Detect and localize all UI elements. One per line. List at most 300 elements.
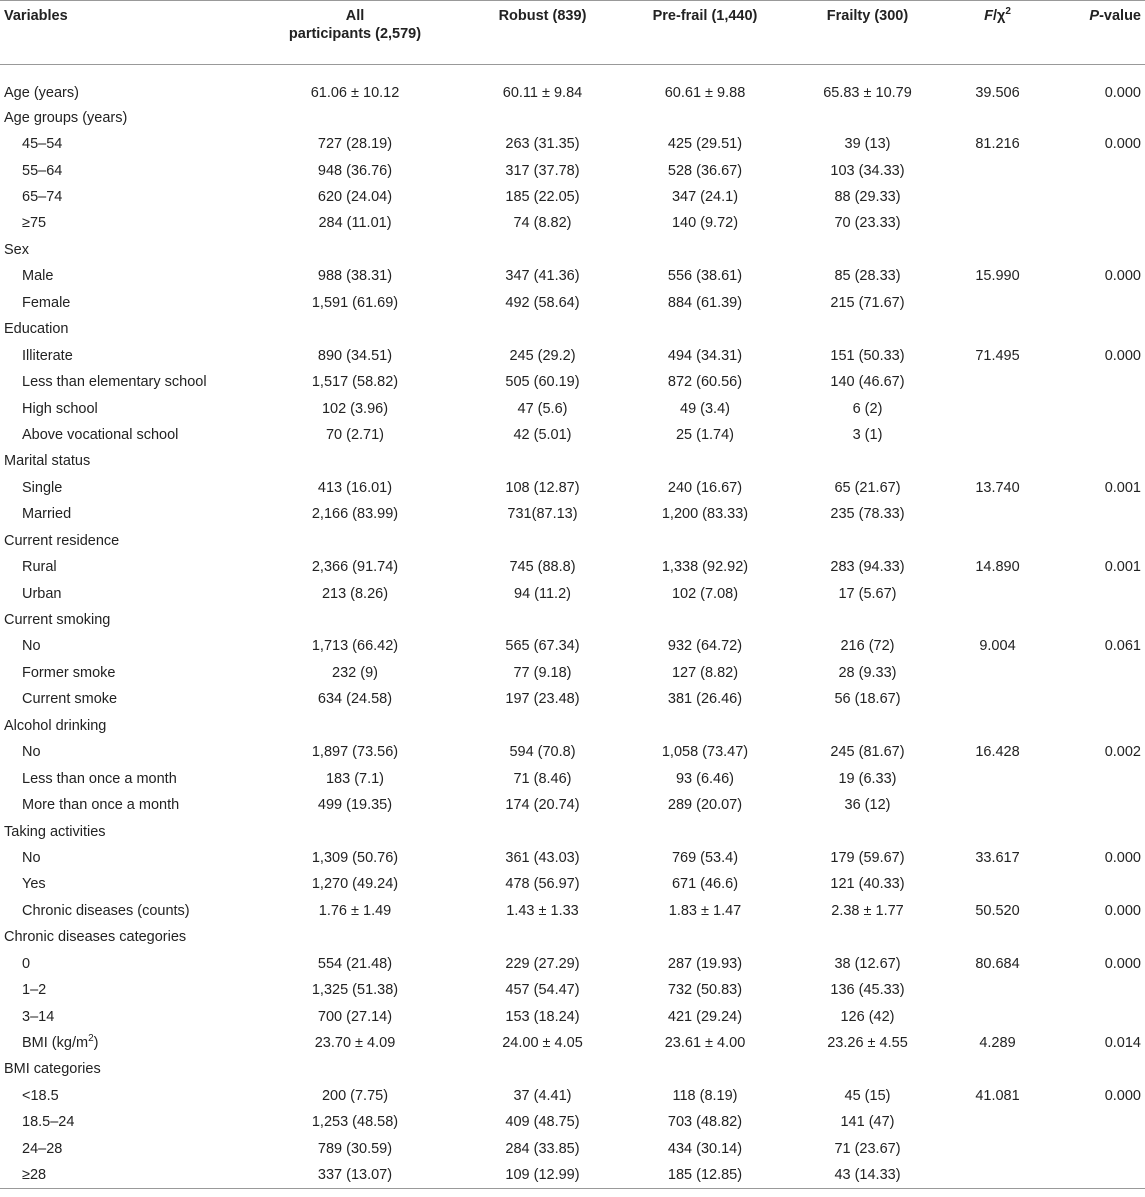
table-row [0, 898, 1145, 924]
cell-p-value: 0.000 [1104, 268, 1141, 285]
row-label [0, 501, 250, 527]
cell-all-participants: 61.06 ± 10.12 [310, 84, 400, 101]
cell-robust: 42 (5.01) [513, 426, 572, 443]
table-row [0, 395, 1145, 421]
row-label-text: Rural [22, 559, 57, 576]
cell-prefrail: 347 (24.1) [671, 189, 739, 206]
row-label-text: Urban [22, 585, 62, 602]
table-row [0, 105, 1145, 131]
row-label [0, 184, 250, 210]
row-label [0, 528, 250, 554]
cell-statistic [950, 448, 1045, 474]
row-label-text: Age (years) [4, 84, 79, 101]
cell-frailty: 140 (46.67) [830, 374, 905, 391]
cell-robust: 457 (54.47) [505, 982, 580, 999]
table-row [0, 342, 1145, 368]
cell-robust [460, 105, 625, 131]
cell-all-participants: 554 (21.48) [317, 955, 393, 972]
cell-prefrail: 140 (9.72) [671, 215, 739, 232]
header-robust: Robust (839) [460, 1, 625, 65]
cell-robust: 284 (33.85) [505, 1140, 580, 1157]
cell-prefrail [625, 448, 785, 474]
cell-statistic [950, 660, 1045, 686]
cell-statistic: 16.428 [975, 744, 1020, 761]
table-row [0, 713, 1145, 739]
cell-all-participants [250, 316, 460, 342]
cell-p-value [1045, 818, 1145, 844]
cell-p-value: 0.000 [1104, 347, 1141, 364]
cell-robust: 361 (43.03) [505, 849, 580, 866]
cell-p-value: 0.001 [1104, 479, 1141, 496]
table-row [0, 290, 1145, 316]
table-row [0, 1109, 1145, 1135]
row-label [0, 157, 250, 183]
cell-statistic [950, 157, 1045, 183]
table-row [0, 1056, 1145, 1082]
cell-prefrail [625, 105, 785, 131]
cell-frailty: 19 (6.33) [838, 770, 897, 787]
row-label [0, 65, 250, 105]
cell-statistic [950, 1003, 1045, 1029]
cell-all-participants [250, 237, 460, 263]
header-prefrail: Pre-frail (1,440) [625, 1, 785, 65]
table-row [0, 1136, 1145, 1162]
cell-robust: 565 (67.34) [505, 638, 580, 655]
row-label-text: 3–14 [22, 1008, 55, 1025]
cell-prefrail [625, 713, 785, 739]
cell-frailty: 70 (23.33) [834, 215, 901, 232]
cell-all-participants: 1.76 ± 1.49 [318, 902, 392, 919]
cell-statistic: 15.990 [975, 268, 1020, 285]
cell-frailty: 43 (14.33) [785, 1162, 950, 1188]
cell-statistic: 9.004 [979, 638, 1016, 655]
cell-p-value [1045, 924, 1145, 950]
cell-robust [460, 818, 625, 844]
cell-robust: 745 (88.8) [509, 559, 576, 576]
cell-robust: 153 (18.24) [505, 1008, 580, 1025]
row-label-text: Female [22, 294, 71, 311]
cell-prefrail [625, 237, 785, 263]
row-label-text: BMI categories [4, 1061, 101, 1078]
row-label [0, 448, 250, 474]
cell-frailty [785, 818, 950, 844]
cell-robust: 109 (12.99) [460, 1162, 625, 1188]
table-row [0, 554, 1145, 580]
cell-frailty: 65 (21.67) [834, 479, 901, 496]
cell-all-participants: 2,366 (91.74) [311, 559, 399, 576]
cell-p-value: 0.002 [1104, 744, 1141, 761]
cell-p-value: 0.000 [1104, 955, 1141, 972]
row-label [0, 739, 250, 765]
cell-all-participants: 1,713 (66.42) [311, 638, 399, 655]
table-row [0, 818, 1145, 844]
row-label-text: Current smoking [4, 612, 111, 629]
cell-statistic [950, 501, 1045, 527]
table-row [0, 475, 1145, 501]
table-row [0, 210, 1145, 236]
row-label [0, 554, 250, 580]
cell-prefrail [625, 924, 785, 950]
cell-robust [460, 924, 625, 950]
cell-all-participants [250, 528, 460, 554]
cell-all-participants: 102 (3.96) [321, 400, 389, 417]
table-row [0, 686, 1145, 712]
cell-robust: 731(87.13) [507, 506, 578, 523]
cell-prefrail: 287 (19.93) [667, 955, 743, 972]
cell-frailty: 151 (50.33) [830, 347, 905, 364]
row-label-text: Less than elementary school [22, 374, 207, 391]
row-label [0, 871, 250, 897]
row-label [0, 818, 250, 844]
row-label [0, 660, 250, 686]
row-label [0, 713, 250, 739]
row-label [0, 131, 250, 157]
cell-robust: 347 (41.36) [505, 268, 580, 285]
header-all-line2: participants (2,579) [288, 26, 422, 42]
table-row [0, 739, 1145, 765]
row-label-text: No [22, 744, 41, 761]
header-row [0, 1, 1145, 65]
cell-prefrail: 1,058 (73.47) [661, 744, 749, 761]
cell-frailty: 283 (94.33) [830, 559, 905, 576]
cell-all-participants [250, 1056, 460, 1082]
cell-p-value [1045, 1109, 1145, 1135]
header-all-participants [250, 1, 460, 65]
row-label-text: High school [22, 400, 98, 417]
cell-all-participants: 890 (34.51) [317, 347, 393, 364]
cell-prefrail: 556 (38.61) [667, 268, 743, 285]
cell-robust: 317 (37.78) [505, 162, 580, 179]
row-label-text: Yes [22, 876, 46, 893]
row-label-text: Male [22, 268, 54, 285]
cell-prefrail [625, 818, 785, 844]
row-label-text: ≥75 [22, 215, 47, 232]
cell-statistic [950, 105, 1045, 131]
cell-prefrail: 240 (16.67) [667, 479, 743, 496]
cell-statistic [950, 1109, 1045, 1135]
row-label [0, 369, 250, 395]
table-row [0, 1083, 1145, 1109]
header-p-value [1045, 1, 1145, 65]
row-label [0, 924, 250, 950]
cell-frailty: 141 (47) [840, 1114, 895, 1131]
cell-frailty [785, 1056, 950, 1082]
cell-statistic [950, 290, 1045, 316]
cell-robust [460, 713, 625, 739]
row-label [0, 1056, 250, 1082]
cell-robust: 37 (4.41) [513, 1087, 572, 1104]
cell-p-value [1045, 1136, 1145, 1162]
row-label-text: Married [22, 506, 72, 523]
cell-all-participants: 213 (8.26) [321, 585, 389, 602]
cell-prefrail: 671 (46.6) [671, 876, 739, 893]
cell-all-participants: 727 (28.19) [317, 136, 393, 153]
cell-frailty: 39 (13) [844, 136, 891, 153]
row-label [0, 1030, 250, 1056]
row-label-text: Taking activities [4, 823, 106, 840]
row-label [0, 1162, 250, 1188]
header-p-rest: -value [1099, 8, 1141, 24]
cell-frailty: 2.38 ± 1.77 [831, 902, 904, 919]
cell-p-value [1045, 607, 1145, 633]
cell-statistic [950, 871, 1045, 897]
cell-prefrail: 425 (29.51) [667, 136, 743, 153]
cell-all-participants: 1,309 (50.76) [311, 849, 399, 866]
cell-robust: 94 (11.2) [514, 585, 571, 602]
cell-all-participants: 1,517 (58.82) [311, 374, 399, 391]
cell-statistic [950, 528, 1045, 554]
row-label-suffix: ) [93, 1035, 99, 1052]
cell-statistic [950, 580, 1045, 606]
row-label-text: Age groups (years) [4, 109, 128, 126]
table-row [0, 951, 1145, 977]
row-label [0, 316, 250, 342]
row-label-text: Education [4, 321, 69, 338]
cell-all-participants: 1,253 (48.58) [311, 1114, 399, 1131]
cell-frailty: 235 (78.33) [830, 506, 905, 523]
cell-p-value [1045, 290, 1145, 316]
row-label-text: Less than once a month [22, 770, 177, 787]
cell-prefrail: 1.83 ± 1.47 [668, 902, 742, 919]
table-row [0, 65, 1145, 105]
table-row [0, 977, 1145, 1003]
cell-p-value [1045, 528, 1145, 554]
cell-p-value: 0.000 [1104, 849, 1141, 866]
cell-all-participants [250, 105, 460, 131]
cell-prefrail: 769 (53.4) [671, 849, 739, 866]
table-row [0, 765, 1145, 791]
row-label [0, 898, 250, 924]
cell-robust [460, 237, 625, 263]
table-row [0, 660, 1145, 686]
cell-all-participants: 1,591 (61.69) [311, 294, 399, 311]
cell-statistic [950, 977, 1045, 1003]
cell-p-value [1045, 105, 1145, 131]
cell-robust: 409 (48.75) [505, 1114, 580, 1131]
cell-robust [460, 448, 625, 474]
row-label [0, 1083, 250, 1109]
row-label-text: Alcohol drinking [4, 717, 107, 734]
cell-p-value [1045, 1162, 1145, 1188]
cell-prefrail: 60.61 ± 9.88 [664, 84, 746, 101]
cell-robust: 492 (58.64) [505, 294, 580, 311]
cell-p-value: 0.000 [1104, 1087, 1141, 1104]
row-label [0, 422, 250, 448]
cell-all-participants: 337 (13.07) [250, 1162, 460, 1188]
cell-all-participants: 284 (11.01) [318, 215, 392, 232]
cell-all-participants: 23.70 ± 4.09 [314, 1035, 396, 1052]
cell-prefrail: 703 (48.82) [667, 1114, 743, 1131]
cell-p-value [1045, 210, 1145, 236]
cell-prefrail: 1,338 (92.92) [661, 559, 749, 576]
cell-robust: 594 (70.8) [509, 744, 576, 761]
cell-all-participants [250, 607, 460, 633]
table-row [0, 528, 1145, 554]
cell-all-participants: 70 (2.71) [325, 426, 385, 443]
cell-frailty [785, 237, 950, 263]
cell-frailty: 216 (72) [840, 638, 895, 655]
row-label [0, 1003, 250, 1029]
row-label [0, 686, 250, 712]
cell-robust: 108 (12.87) [505, 479, 580, 496]
header-variables: Variables [0, 1, 250, 65]
row-label-text: 24–28 [22, 1140, 63, 1157]
cell-frailty: 45 (15) [844, 1087, 891, 1104]
table-row [0, 422, 1145, 448]
cell-frailty [785, 316, 950, 342]
cell-prefrail: 872 (60.56) [667, 374, 743, 391]
cell-robust: 47 (5.6) [517, 400, 568, 417]
cell-frailty: 28 (9.33) [838, 664, 897, 681]
table-row [0, 448, 1145, 474]
row-label [0, 792, 250, 818]
cell-prefrail: 494 (34.31) [667, 347, 743, 364]
row-label-text: Marital status [4, 453, 91, 470]
cell-all-participants [250, 448, 460, 474]
table-row [0, 633, 1145, 659]
cell-robust: 505 (60.19) [505, 374, 580, 391]
cell-all-participants: 789 (30.59) [317, 1140, 393, 1157]
table-header [0, 1, 1145, 65]
cell-all-participants: 1,270 (49.24) [311, 876, 399, 893]
cell-p-value [1045, 765, 1145, 791]
cell-all-participants: 499 (19.35) [317, 797, 393, 814]
cell-statistic [950, 1056, 1045, 1082]
table-row [0, 1162, 1145, 1188]
row-label-text: <18.5 [22, 1087, 59, 1104]
cell-frailty: 179 (59.67) [830, 849, 905, 866]
row-label-text: ≥28 [22, 1166, 47, 1183]
cell-statistic [950, 395, 1045, 421]
cell-statistic: 80.684 [975, 955, 1020, 972]
header-stat-sup: 2 [1005, 6, 1011, 18]
cell-frailty [785, 924, 950, 950]
cell-statistic [950, 316, 1045, 342]
row-label [0, 607, 250, 633]
cell-p-value [1045, 977, 1145, 1003]
cell-robust: 74 (8.82) [513, 215, 572, 232]
row-label [0, 765, 250, 791]
cell-all-participants: 232 (9) [332, 664, 378, 681]
cell-robust [460, 1056, 625, 1082]
cell-all-participants: 2,166 (83.99) [311, 506, 399, 523]
cell-all-participants: 988 (38.31) [317, 268, 393, 285]
row-label-text: 65–74 [22, 189, 63, 206]
cell-statistic [950, 765, 1045, 791]
cell-prefrail: 118 (8.19) [672, 1087, 738, 1104]
table-row [0, 157, 1145, 183]
row-label-text: 1–2 [22, 982, 47, 999]
cell-statistic [950, 184, 1045, 210]
cell-statistic [950, 792, 1045, 818]
cell-p-value [1045, 660, 1145, 686]
cell-statistic: 39.506 [975, 84, 1020, 101]
cell-statistic: 71.495 [975, 347, 1020, 364]
cell-p-value [1045, 580, 1145, 606]
table-row [0, 316, 1145, 342]
cell-p-value [1045, 316, 1145, 342]
cell-robust: 229 (27.29) [505, 955, 580, 972]
cell-frailty: 17 (5.67) [838, 585, 897, 602]
row-label-text: Chronic diseases categories [4, 929, 187, 946]
table-row [0, 845, 1145, 871]
row-label-text: Chronic diseases (counts) [22, 902, 190, 919]
row-label-text: No [22, 849, 41, 866]
row-label [0, 237, 250, 263]
row-label [0, 580, 250, 606]
row-label-text: BMI (kg/m [22, 1035, 89, 1052]
cell-frailty: 215 (71.67) [830, 294, 905, 311]
cell-frailty: 121 (40.33) [830, 876, 905, 893]
cell-frailty: 36 (12) [844, 797, 891, 814]
cell-frailty: 245 (81.67) [830, 744, 905, 761]
cell-statistic [950, 686, 1045, 712]
cell-statistic [950, 713, 1045, 739]
cell-all-participants: 200 (7.75) [321, 1087, 389, 1104]
cell-p-value [1045, 184, 1145, 210]
table-row [0, 1030, 1145, 1056]
row-label-text: Single [22, 479, 63, 496]
cell-frailty: 71 (23.67) [834, 1140, 901, 1157]
cell-frailty: 126 (42) [840, 1008, 895, 1025]
cell-prefrail: 1,200 (83.33) [661, 506, 749, 523]
row-label [0, 951, 250, 977]
cell-robust [460, 316, 625, 342]
row-label-text: Current residence [4, 532, 120, 549]
cell-robust: 263 (31.35) [505, 136, 580, 153]
cell-frailty: 38 (12.67) [834, 955, 901, 972]
cell-prefrail: 434 (30.14) [667, 1140, 743, 1157]
cell-statistic: 50.520 [975, 902, 1020, 919]
cell-robust [460, 528, 625, 554]
cell-robust: 71 (8.46) [513, 770, 572, 787]
row-label-text: More than once a month [22, 797, 180, 814]
cell-p-value [1045, 422, 1145, 448]
row-label [0, 845, 250, 871]
cell-frailty [785, 713, 950, 739]
table-row [0, 871, 1145, 897]
cell-statistic: 4.289 [979, 1035, 1016, 1052]
cell-statistic: 13.740 [975, 479, 1020, 496]
cell-robust: 245 (29.2) [509, 347, 576, 364]
cell-p-value [1045, 448, 1145, 474]
table-row [0, 501, 1145, 527]
cell-robust: 478 (56.97) [505, 876, 580, 893]
cell-p-value: 0.000 [1104, 902, 1141, 919]
cell-frailty: 56 (18.67) [834, 691, 901, 708]
row-label [0, 290, 250, 316]
row-label [0, 633, 250, 659]
cell-all-participants [250, 818, 460, 844]
cell-all-participants: 183 (7.1) [325, 770, 385, 787]
cell-all-participants: 700 (27.14) [317, 1008, 393, 1025]
cell-p-value [1045, 871, 1145, 897]
cell-prefrail: 102 (7.08) [671, 585, 739, 602]
row-label-text: Above vocational school [22, 426, 179, 443]
row-label-text: Current smoke [22, 691, 118, 708]
cell-prefrail [625, 316, 785, 342]
cell-prefrail: 528 (36.67) [667, 162, 743, 179]
cell-all-participants: 1,897 (73.56) [311, 744, 399, 761]
cell-prefrail: 732 (50.83) [667, 982, 743, 999]
header-p-italic: P [1089, 8, 1100, 24]
header-statistic [950, 1, 1045, 65]
cell-frailty: 85 (28.33) [834, 268, 901, 285]
cell-all-participants: 1,325 (51.38) [311, 982, 399, 999]
cell-p-value: 0.000 [1104, 84, 1141, 101]
cell-statistic [950, 369, 1045, 395]
row-label [0, 977, 250, 1003]
